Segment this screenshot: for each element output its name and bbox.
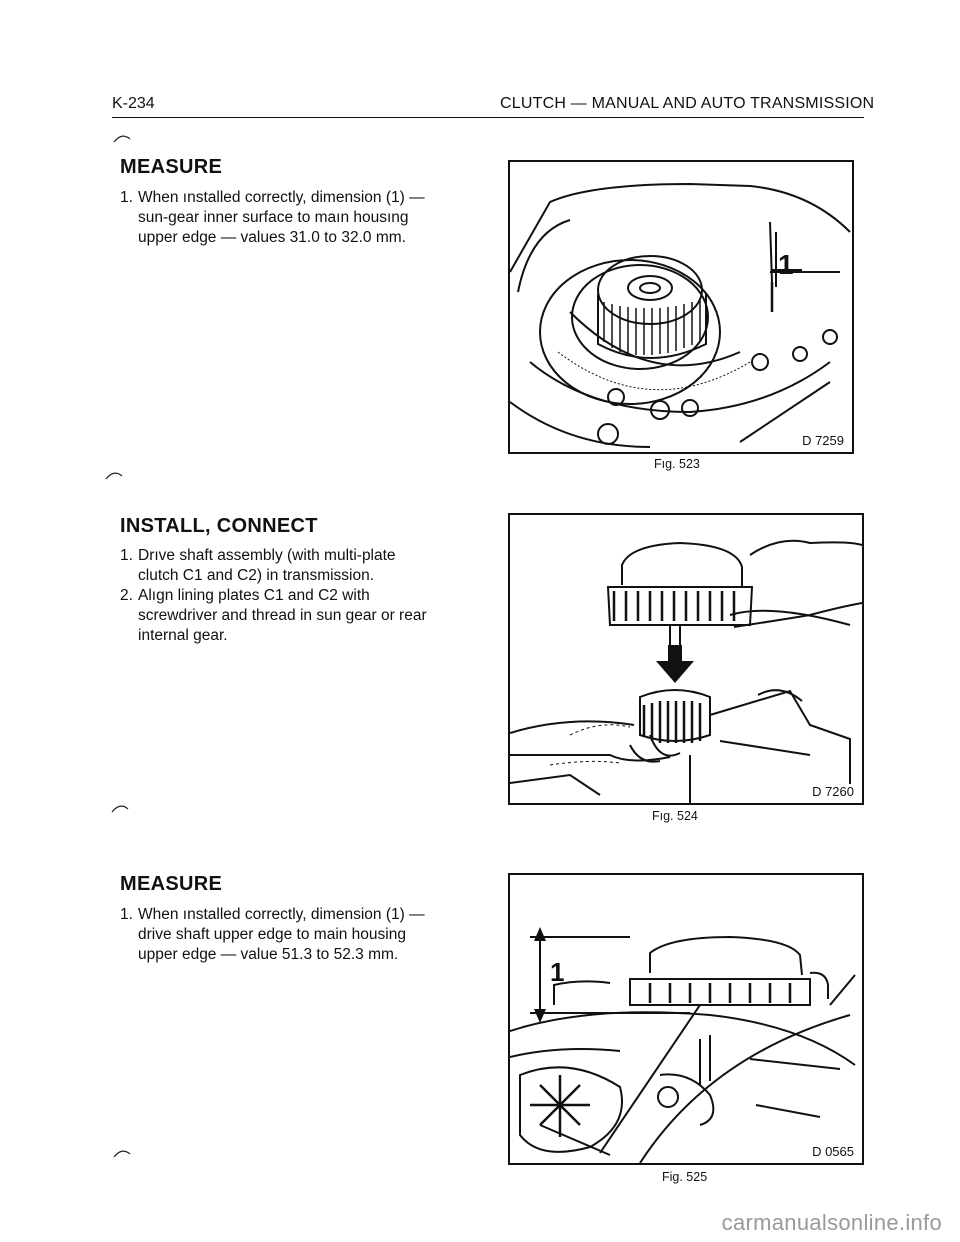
step-item (120, 586, 440, 646)
step-text: When ınstalled correctly, dimension (1) — sun-gear inner surface to maın housıng upper edge — values 31.0 to 32.0 mm. (138, 189, 425, 246)
step-text: When ınstalled correctly, dimension (1) — drive shaft upper edge to main housing upper edge — value 51.3 to 52.3 mm. (138, 906, 425, 963)
step-item (120, 188, 440, 248)
figure-code: D 0565 (812, 1144, 854, 1159)
step-number: 1. (120, 547, 133, 564)
running-title: CLUTCH — MANUAL AND AUTO TRANSMISSION (500, 95, 875, 112)
margin-mark (112, 1147, 132, 1159)
figure-code: D 7259 (802, 433, 844, 448)
section-heading: MEASURE (120, 156, 223, 178)
dimension-callout: 1 (550, 957, 565, 987)
step-number: 1. (120, 906, 133, 923)
figure-caption: Fıg. 523 (654, 457, 700, 471)
figure-code: D 7260 (812, 784, 854, 799)
step-number: 1. (120, 189, 133, 206)
step-list (120, 905, 440, 965)
margin-mark (110, 802, 130, 814)
figure-525 (508, 873, 864, 1165)
step-item (120, 546, 440, 586)
margin-mark (112, 132, 132, 144)
section-heading: MEASURE (120, 873, 223, 895)
step-number: 2. (120, 587, 133, 604)
shaft-height-illustration (510, 875, 862, 1163)
step-item (120, 905, 440, 965)
step-text: Drıve shaft assembly (with multi-plate clutch C1 and C2) in transmission. (138, 547, 396, 584)
section-heading: INSTALL, CONNECT (120, 515, 318, 537)
watermark: carmanualsonline.info (721, 1210, 942, 1235)
figure-caption: Fig. 525 (662, 1170, 708, 1184)
step-list (120, 546, 440, 646)
page-number: K-234 (112, 95, 155, 112)
dimension-callout: 1 (778, 249, 794, 280)
margin-mark (104, 469, 124, 481)
figure-caption: Fıg. 524 (652, 809, 698, 823)
step-text: Alıgn lining plates C1 and C2 with screwdriver and thread in sun gear or rear internal gear. (138, 587, 427, 644)
figure-524 (508, 513, 864, 805)
figure-523 (508, 160, 854, 454)
gear-assembly-illustration (510, 162, 852, 452)
header-rule (112, 117, 864, 118)
step-list (120, 188, 440, 248)
drive-shaft-install-illustration (510, 515, 862, 803)
